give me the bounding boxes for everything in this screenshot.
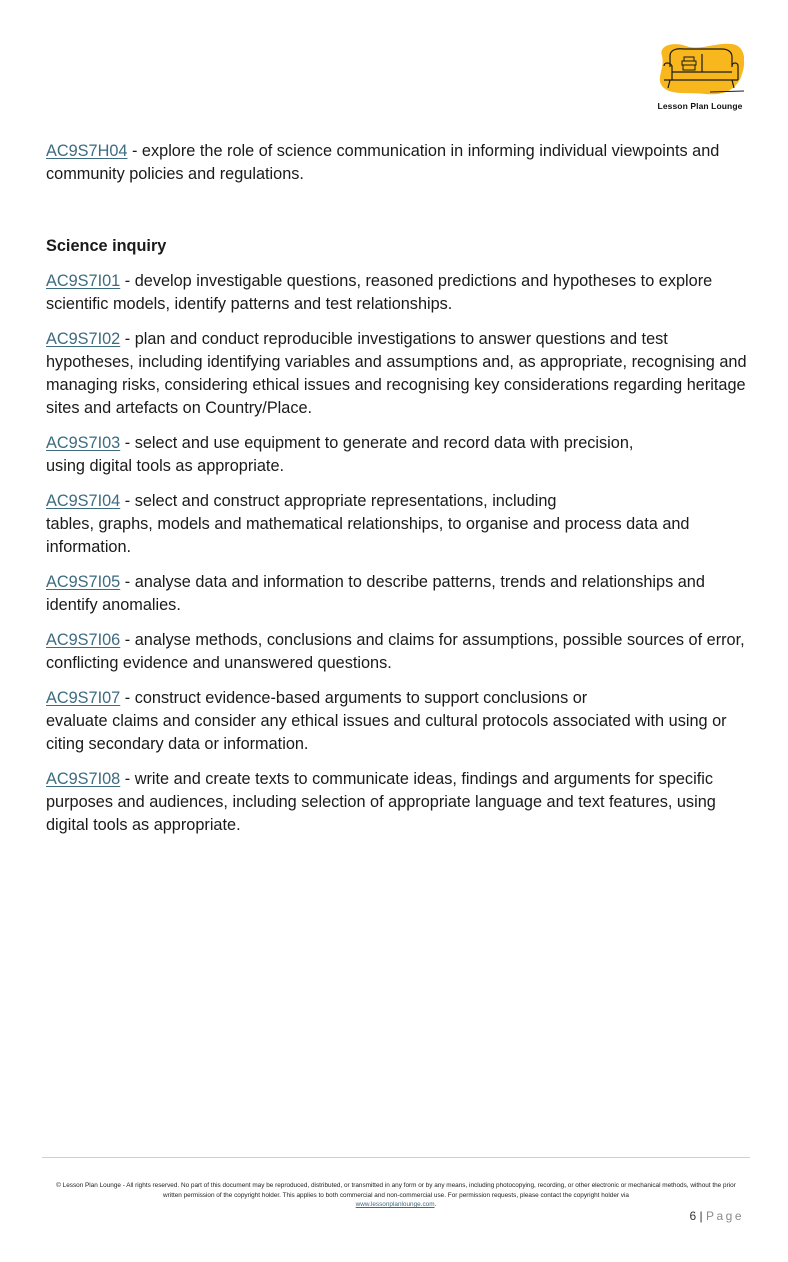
paragraph-text: - explore the role of science communication in informing individual viewpoints and community policies and regulations. bbox=[46, 142, 720, 183]
logo-text: Lesson Plan Lounge bbox=[657, 101, 743, 111]
paragraph-ac9s7i05 bbox=[46, 571, 756, 617]
sofa-logo-icon bbox=[656, 42, 744, 96]
paragraph-text: - plan and conduct reproducible investigations to answer questions and test hypotheses, including identifying variables and assumptions and, as appropriate, recognising and managing risks, considering ethical issues and recognising key considerations regarding heritage sites and artefacts on Country/Place. bbox=[46, 330, 747, 417]
curriculum-code-link[interactable]: AC9S7H04 bbox=[46, 142, 128, 160]
copyright-text: © Lesson Plan Lounge - All rights reserved. No part of this document may be reproduced, distributed, or transmitted in any form or by any means, including photocopying, recording, or other electronic or mechanical methods, without the prior written permission of the copyright holder. This applies to both commercial and non-commercial use. For permission requests, please contact the copyright holder via bbox=[56, 1182, 736, 1199]
footer-copyright bbox=[50, 1181, 742, 1210]
paragraph-ac9s7i02 bbox=[46, 328, 756, 420]
footer-period: . bbox=[434, 1201, 437, 1209]
website-link[interactable]: www.lessonplanlounge.com bbox=[355, 1201, 435, 1209]
paragraph-text: - analyse methods, conclusions and claims for assumptions, possible sources of error, conflicting evidence and unanswered questions. bbox=[46, 631, 745, 672]
paragraph-text: - construct evidence-based arguments to support conclusions or bbox=[120, 689, 588, 707]
paragraph-ac9s7h04 bbox=[46, 140, 756, 186]
page-number-value: 6 bbox=[689, 1209, 697, 1223]
lesson-plan-lounge-logo bbox=[654, 40, 746, 114]
curriculum-code-link[interactable]: AC9S7I04 bbox=[46, 492, 121, 510]
paragraph-ac9s7i06 bbox=[46, 629, 756, 675]
paragraph-text: - analyse data and information to describe patterns, trends and relationships and identify anomalies. bbox=[46, 573, 705, 614]
paragraph-text: - write and create texts to communicate ideas, findings and arguments for specific purposes and audiences, including selection of appropriate language and text features, using digital tools as appropriate. bbox=[46, 770, 716, 834]
paragraph-text: - develop investigable questions, reasoned predictions and hypotheses to explore scientific models, identify patterns and test relationships. bbox=[46, 272, 713, 313]
curriculum-code-link[interactable]: AC9S7I01 bbox=[46, 272, 121, 290]
paragraph-ac9s7i01 bbox=[46, 270, 756, 316]
paragraph-text-continued: evaluate claims and consider any ethical issues and cultural protocols associated with using or citing secondary data or information. bbox=[46, 712, 727, 753]
footer-divider bbox=[42, 1157, 750, 1158]
page-number bbox=[689, 1209, 744, 1223]
paragraph-ac9s7i07 bbox=[46, 687, 756, 756]
curriculum-code-link[interactable]: AC9S7I08 bbox=[46, 770, 121, 788]
paragraph-ac9s7i03 bbox=[46, 432, 756, 478]
curriculum-code-link[interactable]: AC9S7I02 bbox=[46, 330, 121, 348]
paragraph-text-continued: tables, graphs, models and mathematical relationships, to organise and process data and information. bbox=[46, 515, 690, 556]
curriculum-code-link[interactable]: AC9S7I05 bbox=[46, 573, 121, 591]
paragraph-ac9s7i04 bbox=[46, 490, 756, 559]
paragraph-text: - select and use equipment to generate and record data with precision, bbox=[120, 434, 634, 452]
curriculum-code-link[interactable]: AC9S7I03 bbox=[46, 434, 121, 452]
curriculum-code-link[interactable]: AC9S7I07 bbox=[46, 689, 121, 707]
paragraph-ac9s7i08 bbox=[46, 768, 756, 837]
page-separator: | bbox=[696, 1209, 706, 1223]
main-content bbox=[46, 140, 756, 849]
page-label: Page bbox=[705, 1209, 744, 1223]
section-heading: Science inquiry bbox=[46, 237, 167, 255]
paragraph-text-continued: using digital tools as appropriate. bbox=[46, 457, 285, 475]
paragraph-text: - select and construct appropriate representations, including bbox=[120, 492, 557, 510]
curriculum-code-link[interactable]: AC9S7I06 bbox=[46, 631, 121, 649]
